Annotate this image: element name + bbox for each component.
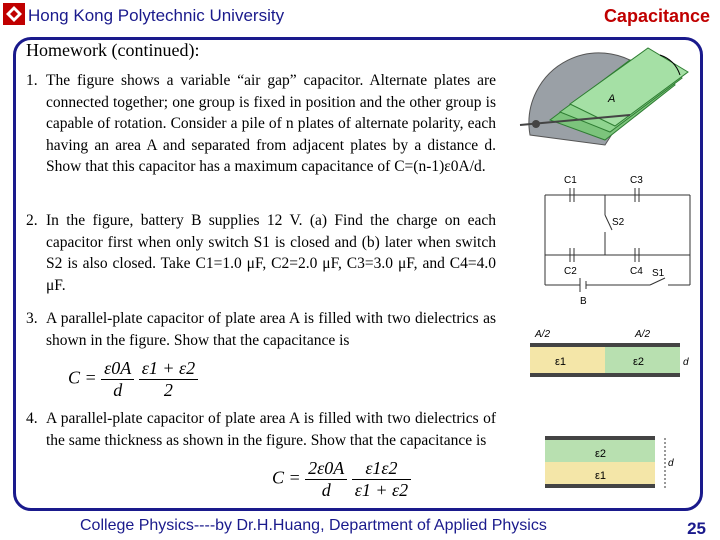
fig4-label-eps1: ε1 xyxy=(595,470,607,482)
problem-4 xyxy=(26,408,496,451)
fig1-label-A: A xyxy=(608,93,616,105)
problem-3 xyxy=(26,308,496,351)
fig2-label-s1: S1 xyxy=(652,268,665,279)
fig2-label-b: B xyxy=(580,296,587,307)
formula-4: C = $\frac{2\varepsilon 0A}{d}$ $\frac{\varepsilon 1\varepsilon 2}{\varepsilon 1 + \varepsilon 2}$ xyxy=(272,458,411,501)
problem-1 xyxy=(26,70,496,178)
formula-3: C = $\frac{\varepsilon 0A}{d}$ $\frac{\varepsilon 1 + \varepsilon 2}{2}$ xyxy=(68,358,198,401)
figure-dielectric-side xyxy=(525,325,695,385)
university-logo xyxy=(2,2,26,26)
fig2-label-c1: C1 xyxy=(564,175,577,186)
slide-topic: Capacitance xyxy=(603,6,710,26)
problem-text: A parallel-plate capacitor of plate area A is filled with two dielectrics of the same thickness as shown in the figure. Show that the capacitance is xyxy=(46,410,496,449)
page-number: 25 xyxy=(687,519,706,538)
footer-credit: College Physics----by Dr.H.Huang, Department of Applied Physics xyxy=(80,517,547,534)
problem-2 xyxy=(26,210,496,296)
fig3-label-eps1: ε1 xyxy=(555,356,567,368)
figure-dielectric-stack xyxy=(540,430,680,498)
figure-circuit xyxy=(540,170,700,310)
fig2-label-c4: C4 xyxy=(630,266,643,277)
homework-title: Homework (continued): xyxy=(26,40,200,60)
problem-text: In the figure, battery B supplies 12 V. (a) Find the charge on each capacitor first when only switch S1 is closed and (b) later when switch S2 is also closed. Take C1=1.0 μF, C2=2.0 μF, C3=3.0 μF, and C4=4.0 μF. xyxy=(46,212,496,294)
problem-number: 3. xyxy=(26,310,38,327)
fig2-label-s2: S2 xyxy=(612,217,625,228)
problem-text: A parallel-plate capacitor of plate area A is filled with two dielectrics as shown in the figure. Show that the capacitance is xyxy=(46,310,496,349)
problem-number: 2. xyxy=(26,212,38,229)
problem-number: 1. xyxy=(26,72,38,89)
problem-text: The figure shows a variable “air gap” capacitor. Alternate plates are connected together; one group is fixed in position and the other group is capable of rotation. Consider a pile of n plates of alternate polarity, each having an area A and separated from adjacent plates by a distance d. Show that this capacitor has a maximum capacitance of C=(n-1)ε0A/d. xyxy=(46,72,496,175)
fig2-label-c2: C2 xyxy=(564,266,577,277)
fig4-label-d: d xyxy=(668,458,674,469)
fig3-label-half-right: A/2 xyxy=(635,329,651,340)
fig4-label-eps2: ε2 xyxy=(595,448,607,460)
fig2-label-c3: C3 xyxy=(630,175,643,186)
university-name: Hong Kong Polytechnic University xyxy=(28,6,285,25)
fig3-label-d: d xyxy=(683,357,689,368)
fig3-label-eps2: ε2 xyxy=(633,356,645,368)
fig3-label-half-left: A/2 xyxy=(535,329,551,340)
problem-number: 4. xyxy=(26,410,38,427)
figure-variable-capacitor xyxy=(510,40,700,165)
